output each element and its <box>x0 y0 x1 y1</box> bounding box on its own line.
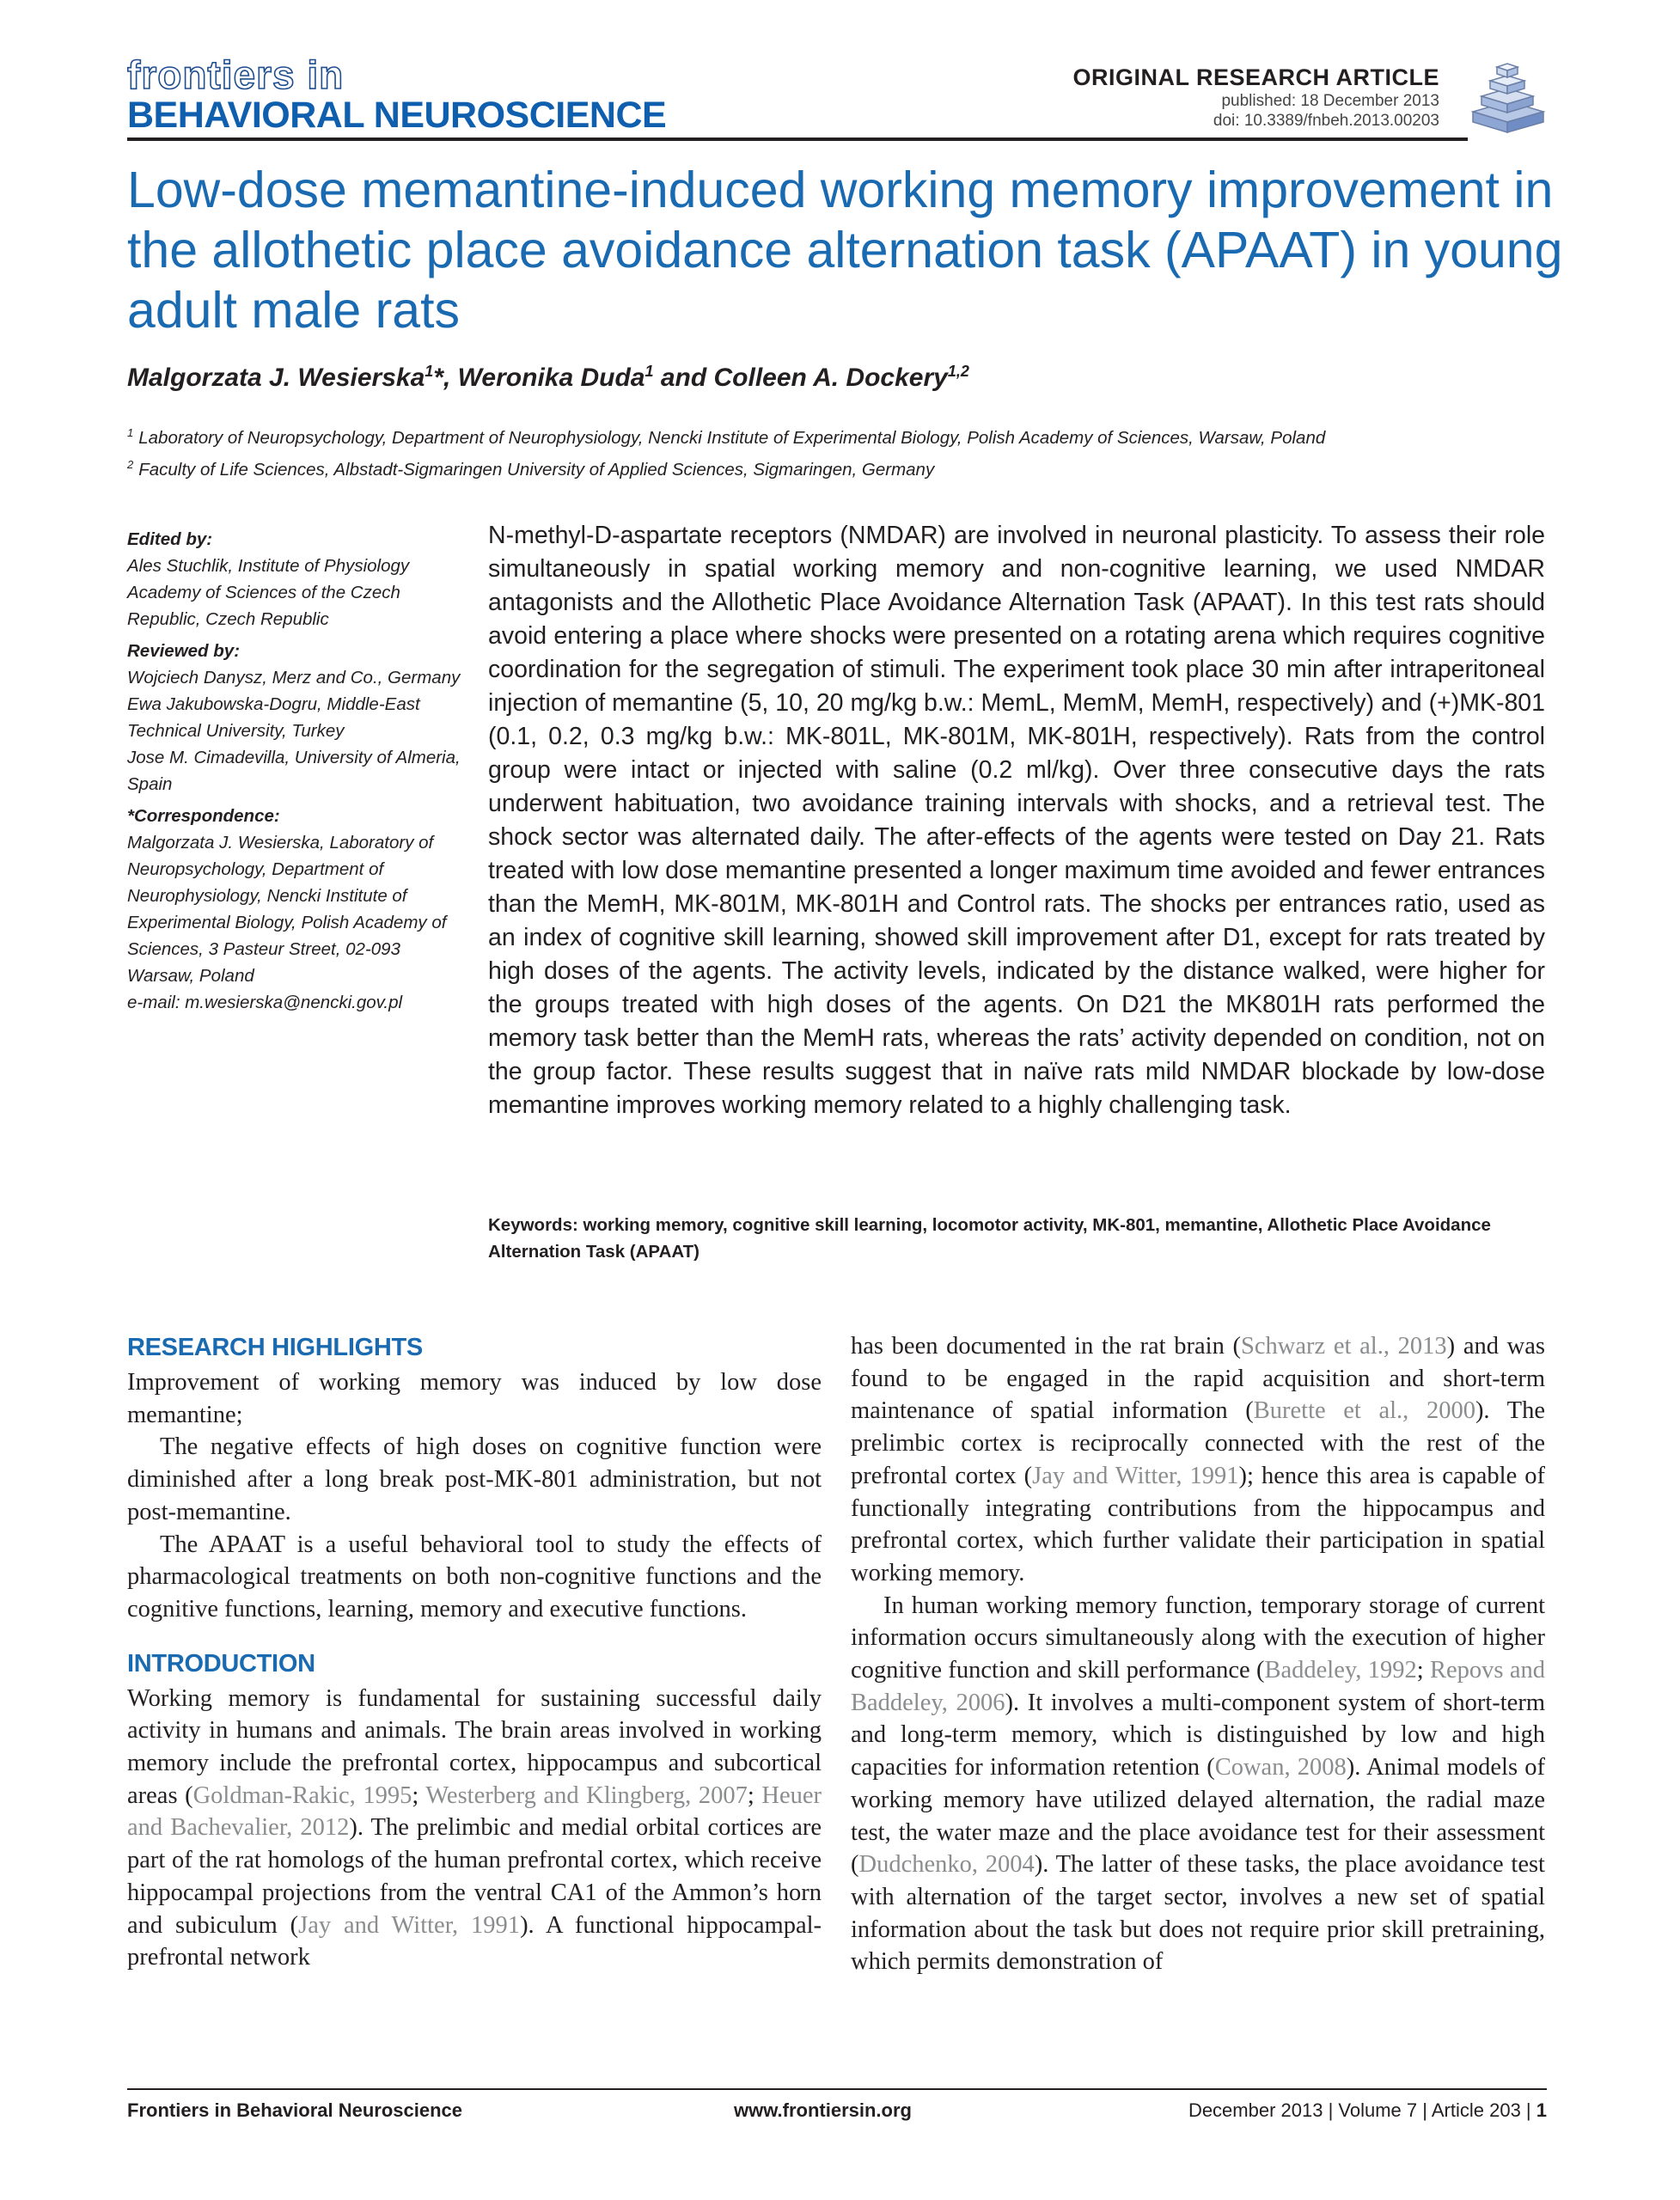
affiliations <box>127 419 1571 483</box>
edited-by-section <box>127 526 462 632</box>
text-run: ; <box>747 1781 762 1809</box>
paragraph: The APAAT is a useful behavioral tool to study the effects of pharmacological treatments on both non-cognitive functions and the cognitive functions, learning, memory and executive functions. <box>127 1531 822 1622</box>
footer-issue-text: December 2013 | Volume 7 | Article 203 | <box>1188 2099 1536 2121</box>
text-run: ). It involves a multi-component system of short-term and long-term memory, which is distinguished by low and high capacities for information retention ( <box>851 1689 1545 1781</box>
author-separator: and <box>653 364 714 392</box>
affiliation-number: 2 <box>127 457 134 471</box>
affiliation-text: Faculty of Life Sciences, Albstadt-Sigmaringen University of Applied Sciences, Sigmaringen, Germany <box>138 459 935 480</box>
published-date: published: 18 December 2013 <box>1221 92 1439 110</box>
reviewed-by-label: Reviewed by: <box>127 641 241 661</box>
citation-link[interactable]: Westerberg and Klingberg, 2007 <box>425 1781 748 1809</box>
text-run: ). The prelimbic and medial orbital cortices are part of the rat homologs of the human prefrontal cortex, which receive hippocampal projections from the ventral CA1 of the Ammon’s horn and subiculum ( <box>127 1814 822 1939</box>
body-column-left <box>127 1330 822 1974</box>
text-run: has been documented in the rat brain ( <box>851 1333 1242 1360</box>
reviewer: Jose M. Cimadevilla, University of Almeria, Spain <box>127 748 461 794</box>
paragraph <box>851 1590 1545 1978</box>
author-affil-ref: 1 <box>425 363 434 380</box>
author-affil-ref: 1 <box>645 363 654 380</box>
editorial-sidebar <box>127 526 462 1021</box>
text-run: ; <box>412 1781 426 1809</box>
paragraph <box>127 1683 822 1974</box>
author-affil-ref: 1,2 <box>947 363 969 380</box>
author-name: Malgorzata J. Wesierska <box>127 364 425 392</box>
abstract: N-methyl-D-aspartate receptors (NMDAR) are involved in neuronal plasticity. To assess their role simultaneously in spatial working memory and non-cognitive learning, we used NMDAR antagonists and the Allothetic Place Avoidance Alternation Task (APAAT). In this test rats should avoid entering a place where shocks were presented on a rotating arena which requires cognitive coordination for the segregation of stimuli. The experiment took place 30 min after intraperitoneal injection of memantine (5, 10, 20 mg/kg b.w.: MemL, MemM, MemH, respectively) and (+)MK-801 (0.1, 0.2, 0.3 mg/kg b.w.: MK-801L, MK-801M, MK-801H, respectively). Rats from the control group were intact or injected with saline (0.2 ml/kg). Over three consecutive days the rats underwent habituation, two avoidance training intervals with shocks, and a retrieval test. The shock sector was alternated daily. The after-effects of the agents were tested on Day 21. Rats treated with low dose memantine presented a longer maximum time avoided and fewer entrances than the MemH, MK-801M, MK-801H and Control rats. The shocks per entrances ratio, used as an index of cognitive skill learning, showed skill improvement after D1, except for rats treated by high doses of the agents. The activity levels, indicated by the distance walked, were higher for the groups treated with high doses of the agents. On D21 the MK801H rats performed the memory task better than the MemH rats, whereas the rats’ activity depended on condition, not on the group factor. These results suggest that in naïve rats mild NMDAR blockade by low-dose memantine improves working memory related to a highly challenging task. <box>488 522 1545 1119</box>
affiliation-number: 1 <box>127 426 134 439</box>
doi: doi: 10.3389/fnbeh.2013.00203 <box>1213 112 1439 130</box>
paragraph: The negative effects of high doses on cognitive function were diminished after a long break post-MK-801 administration, but not post-memantine. <box>127 1433 822 1525</box>
affiliation-text: Laboratory of Neuropsychology, Department of Neurophysiology, Nencki Institute of Experimental Biology, Polish Academy of Sciences, Warsaw, Poland <box>138 427 1326 448</box>
paragraph <box>851 1330 1545 1590</box>
text-run: ). A functional hippocampal-prefrontal network <box>127 1911 822 1971</box>
author-name: Colleen A. Dockery <box>713 364 948 392</box>
text-run: ). The latter of these tasks, the place avoidance test with alternation of the target sector, involves a new set of spatial information about the task but does not require prior skill pretraining, which permits demonstration of <box>851 1851 1545 1976</box>
article-info <box>1072 64 1439 131</box>
citation-link[interactable]: Heuer and Bachevalier, 2012 <box>127 1781 822 1842</box>
footer-rule <box>127 2088 1547 2090</box>
citation-link[interactable]: Dudchenko, 2004 <box>858 1851 1035 1879</box>
page-number: 1 <box>1536 2099 1547 2121</box>
keywords: Keywords: working memory, cognitive skill learning, locomotor activity, MK-801, memantine, Allothetic Place Avoidance Alternation Task (APAAT) <box>488 1215 1491 1262</box>
section-heading-highlights: RESEARCH HIGHLIGHTS <box>127 1334 423 1361</box>
footer-issue <box>1188 2099 1547 2123</box>
text-run: ); hence this area is capable of functionally integrating contributions from the hippocampus and prefrontal cortex, which further validate their participation in spatial working memory. <box>851 1462 1546 1586</box>
article-title: Low-dose memantine-induced working memory improvement in the allothetic place avoidance alternation task (APAAT) in young adult male rats <box>127 162 1563 339</box>
editor-text: Ales Stuchlik, Institute of Physiology Academy of Sciences of the Czech Republic, Czech Republic <box>127 556 410 629</box>
text-run: ). Animal models of working memory have utilized delayed alternation, the radial maze test, the water maze and the place avoidance test for their assessment ( <box>851 1754 1545 1879</box>
header-rule <box>127 138 1468 141</box>
author-name: Weronika Duda <box>457 364 645 392</box>
citation-link[interactable]: Goldman-Rakic, 1995 <box>192 1781 412 1809</box>
text-run: Working memory is fundamental for sustaining successful daily activity in humans and animals. The brain areas involved in working memory include the prefrontal cortex, hippocampus and subcortical areas ( <box>127 1684 822 1809</box>
section-heading-introduction: INTRODUCTION <box>127 1649 315 1678</box>
affiliation <box>127 451 1571 483</box>
reviewed-by-section <box>127 638 462 798</box>
correspondence-section <box>127 803 462 1016</box>
citation-link[interactable]: Jay and Witter, 1991 <box>298 1911 521 1939</box>
correspondence-text: Malgorzata J. Wesierska, Laboratory of Neuropsychology, Department of Neurophysiology, Nencki Institute of Experimental Biology, Polish Academy of Sciences, 3 Pasteur Street, 02-093 Warsaw, Poland <box>127 833 447 986</box>
logo-frontiers-in: frontiers in <box>127 52 345 97</box>
text-run: ; <box>1416 1657 1430 1684</box>
text-run: In human working memory function, temporary storage of current information occurs simultaneously along with the execution of higher cognitive function and skill performance ( <box>851 1592 1545 1684</box>
reviewer: Wojciech Danysz, Merz and Co., Germany <box>127 668 461 688</box>
citation-link[interactable]: Jay and Witter, 1991 <box>1032 1462 1239 1489</box>
citation-link[interactable]: Baddeley, 1992 <box>1264 1657 1417 1684</box>
logo-journal-name: BEHAVIORAL NEUROSCIENCE <box>127 95 667 136</box>
footer-journal: Frontiers in Behavioral Neuroscience <box>127 2099 463 2121</box>
citation-link[interactable]: Schwarz et al., 2013 <box>1241 1333 1447 1360</box>
text-run: ) and was found to be engaged in the rapid acquisition and short-term maintenance of spatial information ( <box>851 1333 1545 1425</box>
paragraph: Improvement of working memory was induced by low dose memantine; <box>127 1369 822 1428</box>
author-list <box>127 363 969 393</box>
correspondence-label: *Correspondence: <box>127 806 280 826</box>
author-separator: *, <box>433 364 458 392</box>
stacked-blocks-icon <box>1466 58 1549 136</box>
citation-link[interactable]: Cowan, 2008 <box>1214 1754 1347 1781</box>
citation-link[interactable]: Repovs and Baddeley, 2006 <box>851 1657 1545 1716</box>
text-run: ). The prelimbic cortex is reciprocally connected with the rest of the prefrontal cortex ( <box>851 1397 1545 1489</box>
reviewer: Ewa Jakubowska-Dogru, Middle-East Technical University, Turkey <box>127 694 420 741</box>
body-column-right <box>851 1330 1545 1978</box>
affiliation <box>127 419 1571 451</box>
journal-logo <box>127 52 667 136</box>
footer-url[interactable]: www.frontiersin.org <box>734 2099 912 2121</box>
article-type: ORIGINAL RESEARCH ARTICLE <box>1072 64 1439 90</box>
correspondence-email: e-mail: m.wesierska@nencki.gov.pl <box>127 993 403 1012</box>
citation-link[interactable]: Burette et al., 2000 <box>1253 1397 1475 1425</box>
edited-by-label: Edited by: <box>127 529 213 549</box>
